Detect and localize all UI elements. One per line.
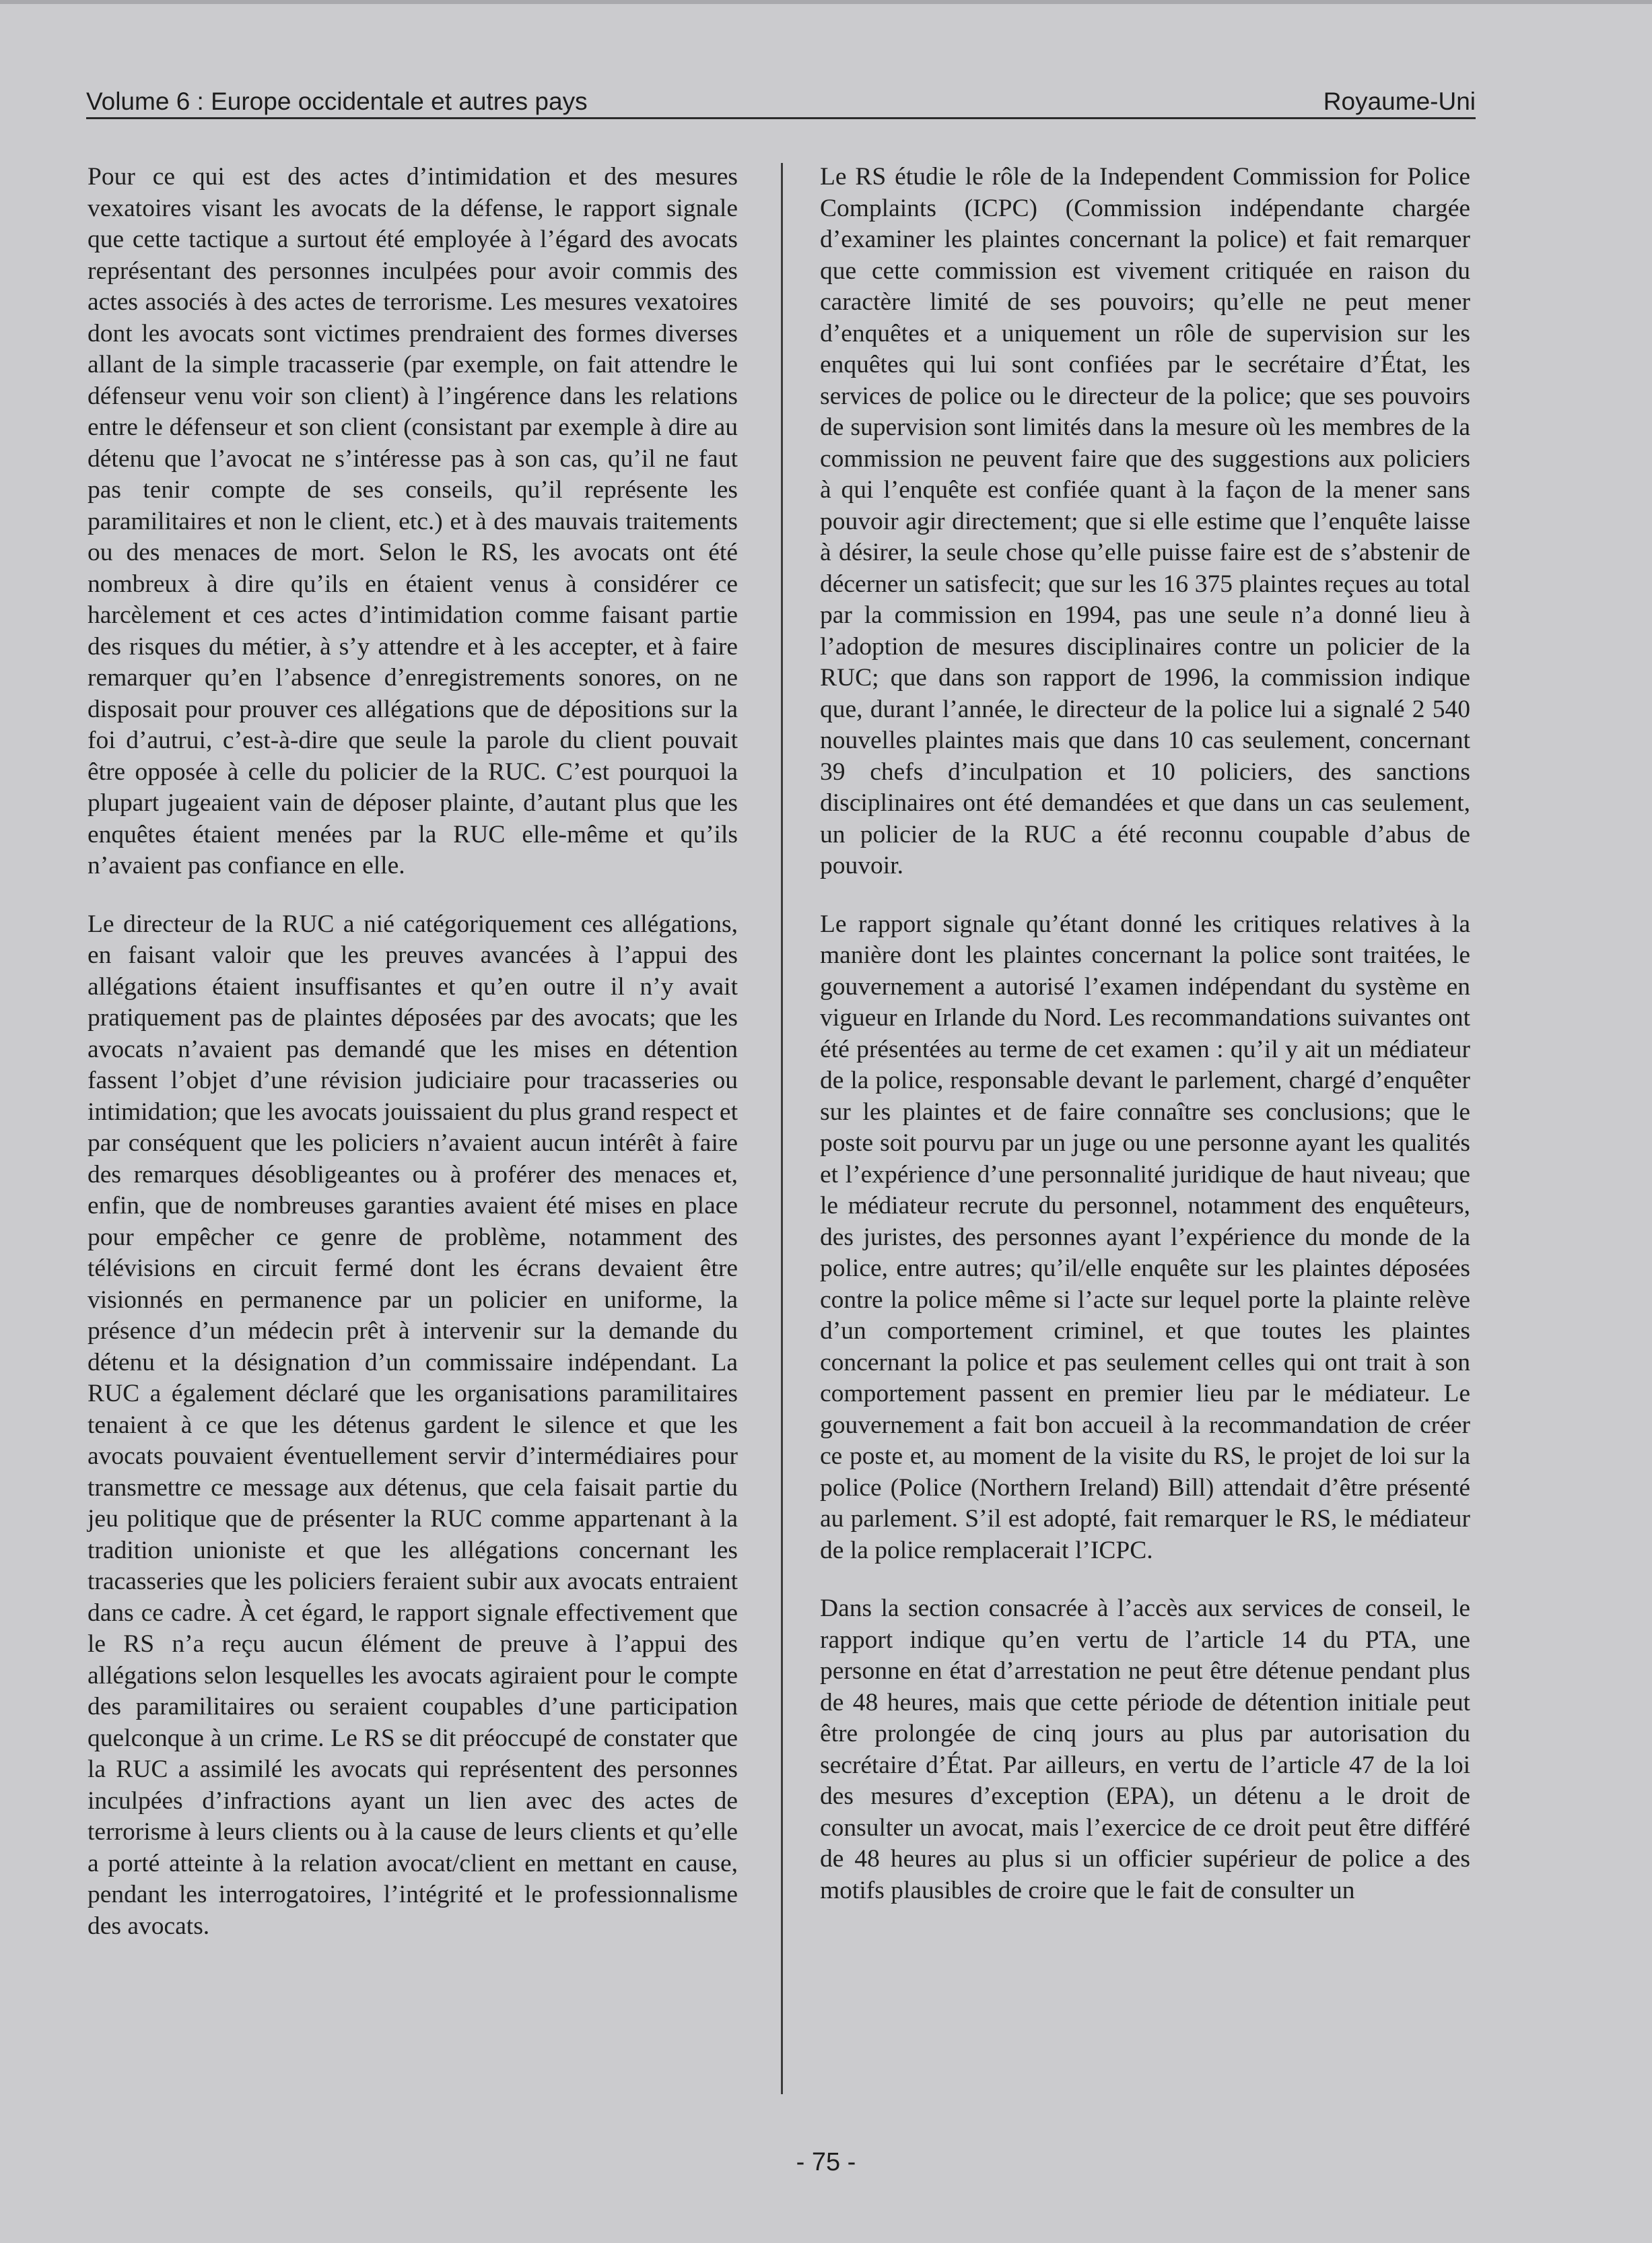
paragraph: Pour ce qui est des actes d’intimidation et des mesures vexatoires visant les avocats de la défense, le rapport signale que cette tactique a surtout été employée à l’égard des avocats représentant des personnes inculpées pour avoir commis des actes associés à des actes de terrorisme. Les mesures vexatoires dont les avocats sont victimes prendraient des formes diverses allant de la simple tracasserie (par exemple, on fait attendre le défenseur venu voir son client) à l’ingérence dans les relations entre le défenseur et son client (consistant par exemple à dire au détenu que l’avocat ne s’intéresse pas à son cas, qu’il ne faut pas tenir compte de ses conseils, qu’il représente les paramilitaires et non le client, etc.) et à des mauvais traitements ou des menaces de mort. Selon le RS, les avocats ont été nombreux à dire qu’ils en étaient venus à considérer ce harcèlement et ces actes d’intimidation comme faisant partie des risques du métier, à s’y attendre et à les accepter, et à faire remarquer qu’en l’absence d’enregistrements sonores, on ne disposait pour prouver ces allégations que de dépositions sur la foi d’autrui, c’est-à-dire que seule la parole du client pouvait être opposée à celle du policier de la RUC. C’est pourquoi la plupart jugeaient vain de déposer plainte, d’autant plus que les enquêtes étaient menées par la RUC elle-même et qu’ils n’avaient pas confiance en elle. bbox=[88, 163, 738, 879]
left-column bbox=[88, 162, 738, 1969]
header-rule bbox=[86, 117, 1476, 119]
paragraph: Le directeur de la RUC a nié catégoriquement ces allégations, en faisant valoir que les preuves avancées à l’appui des allégations étaient insuffisantes et qu’en outre il n’y avait pratiquement pas de plaintes déposées par des avocats; que les avocats n’avaient pas demandé que les mises en détention fassent l’objet d’une révision judiciaire pour tracasseries ou intimidation; que les avocats jouissaient du plus grand respect et par conséquent que les policiers n’avaient aucun intérêt à faire des remarques désobligeantes ou à proférer des menaces et, enfin, que de nombreuses garanties avaient été mises en place pour empêcher ce genre de problème, notamment des télévisions en circuit fermé dont les écrans devaient être visionnés en permanence par un policier en uniforme, la présence d’un médecin prêt à intervenir sur la demande du détenu et la désignation d’un commissaire indépendant. La RUC a également déclaré que les organisations paramilitaires tenaient à ce que les détenus gardent le silence et que les avocats pouvaient éventuellement servir d’intermédiaires pour transmettre ce message aux détenus, que cela faisait partie du jeu politique que de présenter la RUC comme appartenant à la tradition unioniste et que les allégations concernant les tracasseries que les policiers feraient subir aux avocats entraient dans ce cadre. À cet égard, le rapport signale effectivement que le RS n’a reçu aucun élément de preuve à l’appui des allégations selon lesquelles les avocats agiraient pour le compte des paramilitaires ou seraient coupables d’une participation quelconque à un crime. Le RS se dit préoccupé de constater que la RUC a assimilé les avocats qui représentent des personnes inculpées d’infractions ayant un lien avec des actes de terrorisme à leurs clients ou à la cause de leurs clients et qu’elle a porté atteinte à la relation avocat/client en mettant en cause, pendant les interrogatoires, l’intégrité et le professionnalisme des avocats. bbox=[88, 910, 738, 1940]
column-divider bbox=[781, 163, 783, 2094]
paragraph: Dans la section consacrée à l’accès aux services de conseil, le rapport indique qu’en vertu de l’article 14 du PTA, une personne en état d’arrestation ne peut être détenue pendant plus de 48 heures, mais que cette période de détention initiale peut être prolongée de cinq jours au plus par autorisation du secrétaire d’État. Par ailleurs, en vertu de l’article 47 de la loi des mesures d’exception (EPA), un détenu a le droit de consulter un avocat, mais l’exercice de ce droit peut être différé de 48 heures au plus si un officier supérieur de police a des motifs plausibles de croire que le fait de consulter un bbox=[820, 1595, 1470, 1904]
paragraph: Le RS étudie le rôle de la Independent Commission for Police Complaints (ICPC) (Commission indépendante chargée d’examiner les plaintes concernant la police) et fait remarquer que cette commission est vivement critiquée en raison du caractère limité de ses pouvoirs; qu’elle ne peut mener d’enquêtes et a uniquement un rôle de supervision sur les enquêtes qui lui sont confiées par le secrétaire d’État, les services de police ou le directeur de la police; que ses pouvoirs de supervision sont limités dans la mesure où les membres de la commission ne peuvent faire que des suggestions aux policiers à qui l’enquête est confiée quant à la façon de la mener sans pouvoir agir directement; que si elle estime que l’enquête laisse à désirer, la seule chose qu’elle puisse faire est de s’abstenir de décerner un satisfecit; que sur les 16 375 plaintes reçues au total par la commission en 1994, pas une seule n’a donné lieu à l’adoption de mesures disciplinaires contre un policier de la RUC; que dans son rapport de 1996, la commission indique que, durant l’année, le directeur de la police lui a signalé 2 540 nouvelles plaintes mais que dans 10 cas seulement, concernant 39 chefs d’inculpation et 10 policiers, des sanctions disciplinaires ont été demandées et que dans un cas seulement, un policier de la RUC a été reconnu coupable d’abus de pouvoir. bbox=[820, 163, 1470, 879]
right-column bbox=[820, 162, 1470, 1933]
running-header bbox=[86, 79, 1476, 120]
header-country: Royaume-Uni bbox=[1323, 88, 1476, 115]
page-number: - 75 - bbox=[796, 2148, 856, 2176]
scan-top-edge bbox=[0, 0, 1652, 4]
paragraph: Le rapport signale qu’étant donné les critiques relatives à la manière dont les plaintes concernant la police sont traitées, le gouvernement a autorisé l’examen indépendant du système en vigueur en Irlande du Nord. Les recommandations suivantes ont été présentées au terme de cet examen : qu’il y ait un médiateur de la police, responsable devant le parlement, chargé d’enquêter sur les plaintes et de faire connaître ses conclusions; que le poste soit pourvu par un juge ou une personne ayant les qualités et l’expérience d’une personnalité juridique de haut niveau; que le médiateur recrute du personnel, notamment des enquêteurs, des juristes, des personnes ayant l’expérience du monde de la police, entre autres; qu’il/elle enquête sur les plaintes déposées contre la police même si l’acte sur lequel porte la plainte relève d’un comportement criminel, et que toutes les plaintes concernant la police et pas seulement celles qui ont trait à son comportement passent en premier lieu par le médiateur. Le gouvernement a fait bon accueil à la recommandation de créer ce poste et, au moment de la visite du RS, le projet de loi sur la police (Police (Northern Ireland) Bill) attendait d’être présenté au parlement. S’il est adopté, fait remarquer le RS, le médiateur de la police remplacerait l’ICPC. bbox=[820, 910, 1470, 1564]
header-volume-title: Volume 6 : Europe occidentale et autres pays bbox=[86, 88, 588, 115]
